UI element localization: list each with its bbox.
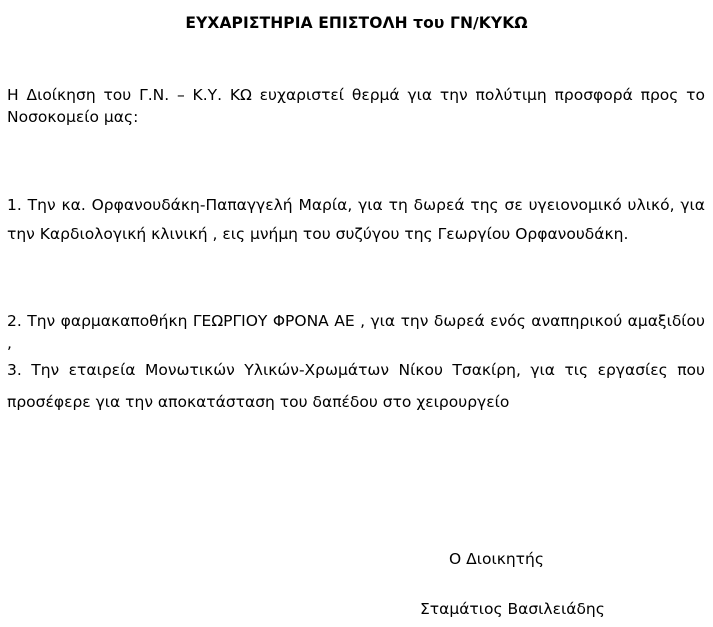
signoff-title: Ο Διοικητής [449,550,544,568]
thanks-item-2: 2. Την φαρμακαποθήκη ΓΕΩΡΓΙΟΥ ΦΡΟΝΑ ΑΕ , για την δωρεά ενός αναπηρικού αμαξιδίου , [7,312,705,352]
letter-title: ΕΥΧΑΡΙΣΤΗΡΙΑ ΕΠΙΣΤΟΛΗ του ΓΝ/ΚΥΚΩ [185,14,528,32]
thanks-item-3: 3. Την εταιρεία Μονωτικών Υλικών-Χρωμάτων Νίκου Τσακίρη, για τις εργασίες που προσέφερε για την αποκατάσταση του δαπέδου στο χειρουργείο [7,361,705,411]
signer-name: Σταμάτιος Βασιλειάδης [420,600,605,618]
thanks-item-1: 1. Την κα. Ορφανουδάκη-Παπαγγελή Μαρία, για τη δωρεά της σε υγειονομικό υλικό, για την Καρδιολογική κλινική , εις μνήμη του συζύγου της Γεωργίου Ορφανουδάκη. [7,196,705,243]
intro-paragraph: Η Διοίκηση του Γ.Ν. – Κ.Υ. ΚΩ ευχαριστεί θερμά για την πολύτιμη προσφορά προς το Νοσοκομείο μας: [7,86,705,126]
